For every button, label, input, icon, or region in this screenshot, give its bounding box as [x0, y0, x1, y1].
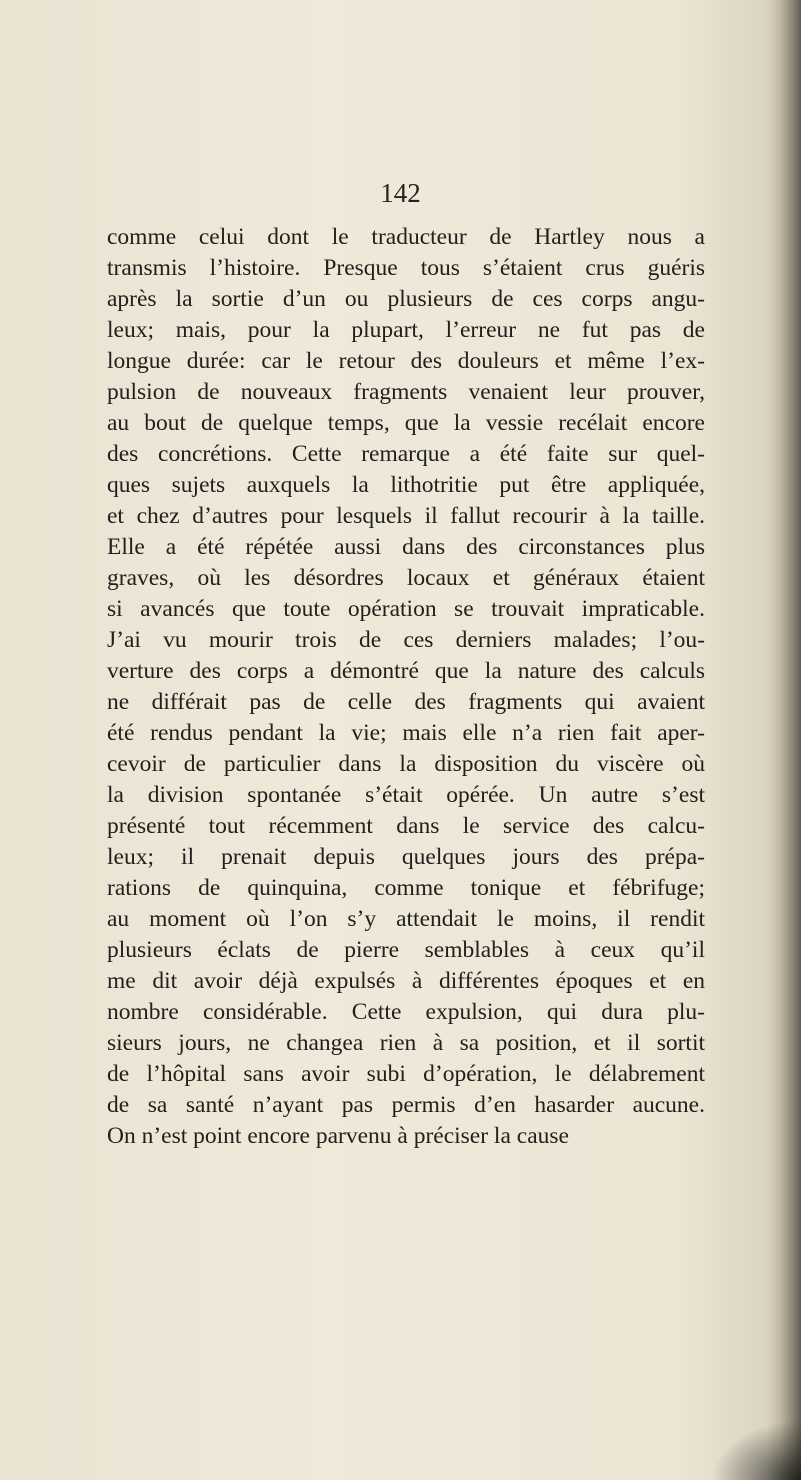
page-number: 142: [380, 178, 421, 208]
text-line: si avancés que toute opération se trouvait impraticable.: [107, 596, 705, 622]
text-line: de l’hôpital sans avoir subi d’opération, le délabrement: [107, 1061, 705, 1087]
text-line: nombre considérable. Cette expulsion, qui dura plu-: [107, 999, 705, 1025]
text-line: cevoir de particulier dans la disposition du viscère où: [107, 751, 705, 777]
text-line: et chez d’autres pour lesquels il fallut recourir à la taille.: [107, 503, 705, 529]
text-line: ques sujets auxquels la lithotritie put être appliquée,: [107, 472, 705, 498]
text-line: leux; mais, pour la plupart, l’erreur ne fut pas de: [107, 317, 705, 343]
text-line: graves, où les désordres locaux et généraux étaient: [107, 565, 705, 591]
text-line: transmis l’histoire. Presque tous s’étaient crus guéris: [107, 255, 705, 281]
text-line: ne différait pas de celle des fragments qui avaient: [107, 689, 705, 715]
text-line: Elle a été répétée aussi dans des circonstances plus: [107, 534, 705, 560]
text-line: des concrétions. Cette remarque a été faite sur quel-: [107, 441, 705, 467]
text-line: été rendus pendant la vie; mais elle n’a rien fait aper-: [107, 720, 705, 746]
text-line: me dit avoir déjà expulsés à différentes époques et en: [107, 968, 705, 994]
body-text: [107, 222, 705, 1152]
text-line: rations de quinquina, comme tonique et fébrifuge;: [107, 875, 705, 901]
page-edge-shadow: [767, 0, 801, 1480]
text-line: comme celui dont le traducteur de Hartley nous a: [107, 224, 705, 250]
text-line: plusieurs éclats de pierre semblables à ceux qu’il: [107, 937, 705, 963]
text-line: de sa santé n’ayant pas permis d’en hasarder aucune.: [107, 1092, 705, 1118]
text-line: On n’est point encore parvenu à préciser la cause: [107, 1123, 569, 1149]
text-line: leux; il prenait depuis quelques jours des prépa-: [107, 844, 705, 870]
text-line: pulsion de nouveaux fragments venaient leur prouver,: [107, 379, 705, 405]
text-line: sieurs jours, ne changea rien à sa position, et il sortit: [107, 1030, 705, 1056]
page-corner-shadow: [711, 1420, 801, 1480]
text-line: au bout de quelque temps, que la vessie recélait encore: [107, 410, 705, 436]
text-line: présenté tout récemment dans le service des calcu-: [107, 813, 705, 839]
text-line: la division spontanée s’était opérée. Un autre s’est: [107, 782, 705, 808]
text-line: au moment où l’on s’y attendait le moins, il rendit: [107, 906, 705, 932]
text-line: J’ai vu mourir trois de ces derniers malades; l’ou-: [107, 627, 705, 653]
text-line: après la sortie d’un ou plusieurs de ces corps angu-: [107, 286, 705, 312]
text-line: longue durée: car le retour des douleurs et même l’ex-: [107, 348, 705, 374]
text-line: verture des corps a démontré que la nature des calculs: [107, 658, 705, 684]
